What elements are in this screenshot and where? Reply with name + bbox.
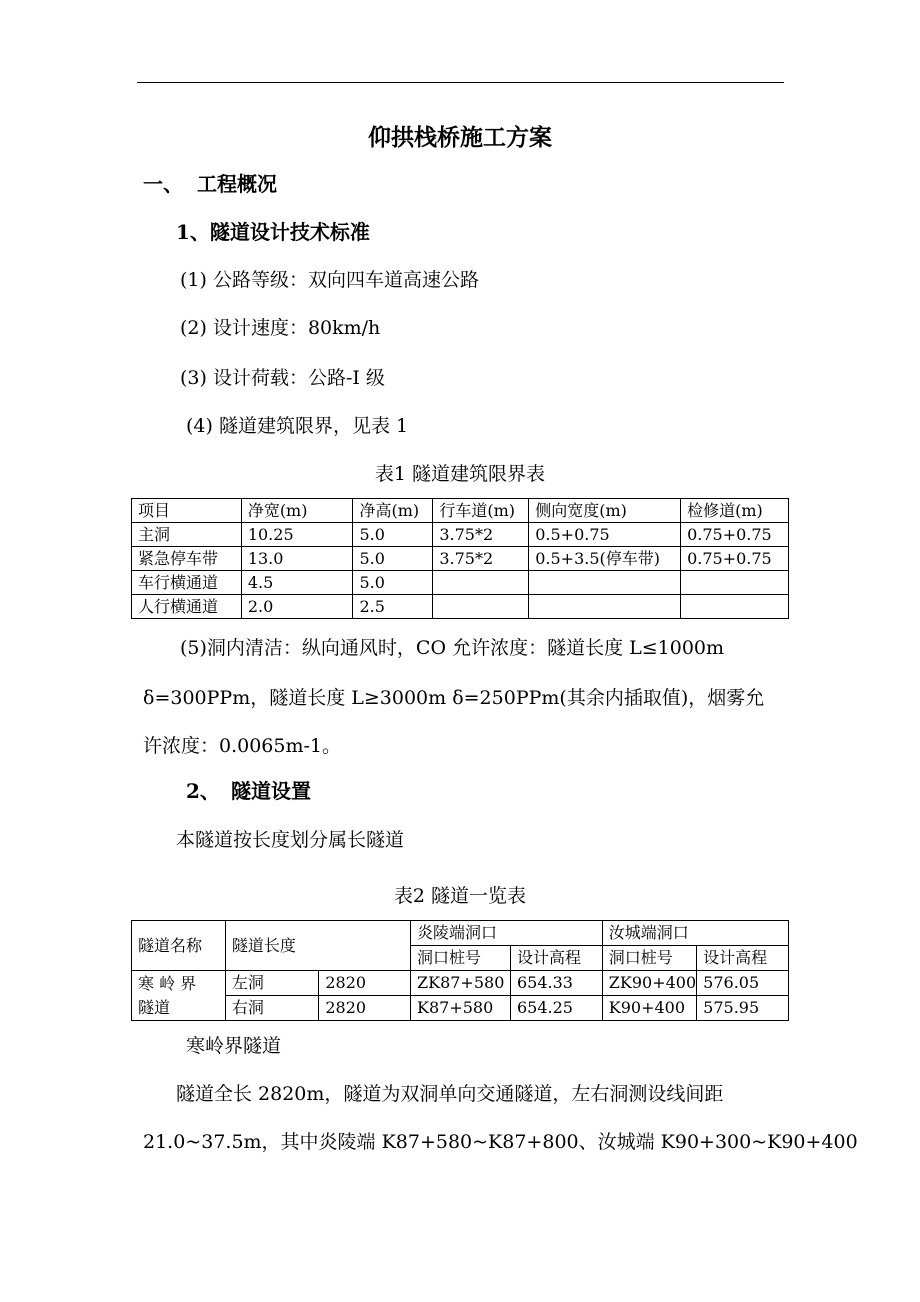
table-cell bbox=[529, 595, 681, 619]
list-item-design-load: (3) 设计荷载：公路-I 级 bbox=[180, 367, 385, 389]
table-row bbox=[132, 523, 789, 547]
header-cell: 净宽(m) bbox=[241, 499, 353, 523]
table-cell: 0.5+3.5(停车带) bbox=[529, 547, 681, 571]
table-cell: ZK90+400 bbox=[602, 971, 696, 996]
table-cell: 左洞 bbox=[225, 971, 319, 996]
table-cell: ZK87+580 bbox=[411, 971, 511, 996]
header-cell-rucheng-portal: 汝城端洞口 bbox=[602, 921, 788, 946]
table-row bbox=[132, 971, 789, 996]
table-cell: 3.75*2 bbox=[433, 523, 529, 547]
table-cell: K87+580 bbox=[411, 996, 511, 1021]
header-cell: 设计高程 bbox=[697, 946, 789, 971]
table-cell: 人行横通道 bbox=[132, 595, 242, 619]
table-row bbox=[132, 996, 789, 1021]
table-cell: 0.75+0.75 bbox=[681, 547, 789, 571]
subheading-design-standards: 1、隧道设计技术标准 bbox=[176, 220, 370, 244]
table-cell bbox=[529, 571, 681, 595]
header-cell: 行车道(m) bbox=[433, 499, 529, 523]
table-cell: 5.0 bbox=[353, 571, 433, 595]
header-cell-tunnel-name: 隧道名称 bbox=[132, 921, 226, 971]
table-cell: K90+400 bbox=[602, 996, 696, 1021]
table2-caption: 表2 隧道一览表 bbox=[393, 885, 527, 907]
tunnel-description-line1: 隧道全长 2820m，隧道为双洞单向交通隧道，左右洞测设线间距 bbox=[176, 1083, 724, 1105]
header-cell: 洞口桩号 bbox=[411, 946, 511, 971]
tunnel-name-line2: 隧道 bbox=[138, 997, 171, 1017]
table-cell bbox=[681, 571, 789, 595]
subheading-label: 隧道设置 bbox=[231, 779, 311, 803]
section-heading-overview bbox=[143, 172, 277, 196]
table-cell: 2820 bbox=[319, 996, 411, 1021]
table-cell: 576.05 bbox=[697, 971, 789, 996]
table-row bbox=[132, 595, 789, 619]
table-header-row bbox=[132, 499, 789, 523]
header-cell-yanling-portal: 炎陵端洞口 bbox=[411, 921, 603, 946]
header-cell-tunnel-length: 隧道长度 bbox=[225, 921, 410, 971]
tunnel-list-table bbox=[131, 920, 789, 1021]
tunnel-name-cell bbox=[132, 971, 226, 1021]
table-cell: 575.95 bbox=[697, 996, 789, 1021]
clearance-table bbox=[131, 498, 789, 619]
tunnel-description-line2: 21.0~37.5m，其中炎陵端 K87+580~K87+800、汝城端 K90+300~K90+400 bbox=[143, 1131, 858, 1153]
table-cell bbox=[433, 571, 529, 595]
header-cell: 洞口桩号 bbox=[602, 946, 696, 971]
table-cell bbox=[433, 595, 529, 619]
subheading-number: 2、 bbox=[186, 779, 220, 803]
table-cell: 主洞 bbox=[132, 523, 242, 547]
table1-caption: 表1 隧道建筑限界表 bbox=[374, 463, 546, 485]
table-cell: 4.5 bbox=[241, 571, 353, 595]
section-label: 工程概况 bbox=[197, 172, 277, 196]
table-cell: 5.0 bbox=[353, 523, 433, 547]
list-item-design-speed: (2) 设计速度：80km/h bbox=[180, 317, 381, 339]
table-cell: 3.75*2 bbox=[433, 547, 529, 571]
section-number: 一、 bbox=[143, 172, 183, 196]
table-cell: 0.75+0.75 bbox=[681, 523, 789, 547]
table-cell: 2.0 bbox=[241, 595, 353, 619]
paragraph-cleanliness-line3: 许浓度：0.0065m-1。 bbox=[143, 735, 342, 757]
header-cell: 项目 bbox=[132, 499, 242, 523]
table-cell: 车行横通道 bbox=[132, 571, 242, 595]
table-cell: 13.0 bbox=[241, 547, 353, 571]
header-cell: 设计高程 bbox=[510, 946, 602, 971]
table-cell: 2.5 bbox=[353, 595, 433, 619]
header-rule bbox=[137, 82, 784, 83]
table-cell: 654.25 bbox=[510, 996, 602, 1021]
table-cell bbox=[681, 595, 789, 619]
table-row bbox=[132, 547, 789, 571]
header-cell: 侧向宽度(m) bbox=[529, 499, 681, 523]
tunnel-section-title: 寒岭界隧道 bbox=[186, 1035, 282, 1057]
header-cell: 检修道(m) bbox=[681, 499, 789, 523]
table-cell: 右洞 bbox=[225, 996, 319, 1021]
table-cell: 0.5+0.75 bbox=[529, 523, 681, 547]
doc-title: 仰拱栈桥施工方案 bbox=[368, 124, 552, 151]
table-header-row bbox=[132, 921, 789, 946]
paragraph-cleanliness-line1: (5)洞内清洁：纵向通风时，CO 允许浓度：隧道长度 L≤1000m bbox=[180, 637, 725, 659]
subheading-tunnel-setup bbox=[186, 779, 311, 803]
paragraph-cleanliness-line2: δ=300PPm，隧道长度 L≥3000m δ=250PPm(其余内插取值)，烟雾允 bbox=[143, 687, 765, 709]
intro-tunnel-class: 本隧道按长度划分属长隧道 bbox=[176, 829, 405, 851]
tunnel-name-line1: 寒 岭 界 bbox=[138, 973, 197, 993]
table-cell: 紧急停车带 bbox=[132, 547, 242, 571]
table-cell: 2820 bbox=[319, 971, 411, 996]
list-item-road-grade: (1) 公路等级：双向四车道高速公路 bbox=[180, 269, 479, 291]
table-cell: 654.33 bbox=[510, 971, 602, 996]
table-cell: 10.25 bbox=[241, 523, 353, 547]
table-cell: 5.0 bbox=[353, 547, 433, 571]
header-cell: 净高(m) bbox=[353, 499, 433, 523]
table-row bbox=[132, 571, 789, 595]
list-item-clearance: (4) 隧道建筑限界，见表 1 bbox=[186, 415, 409, 437]
